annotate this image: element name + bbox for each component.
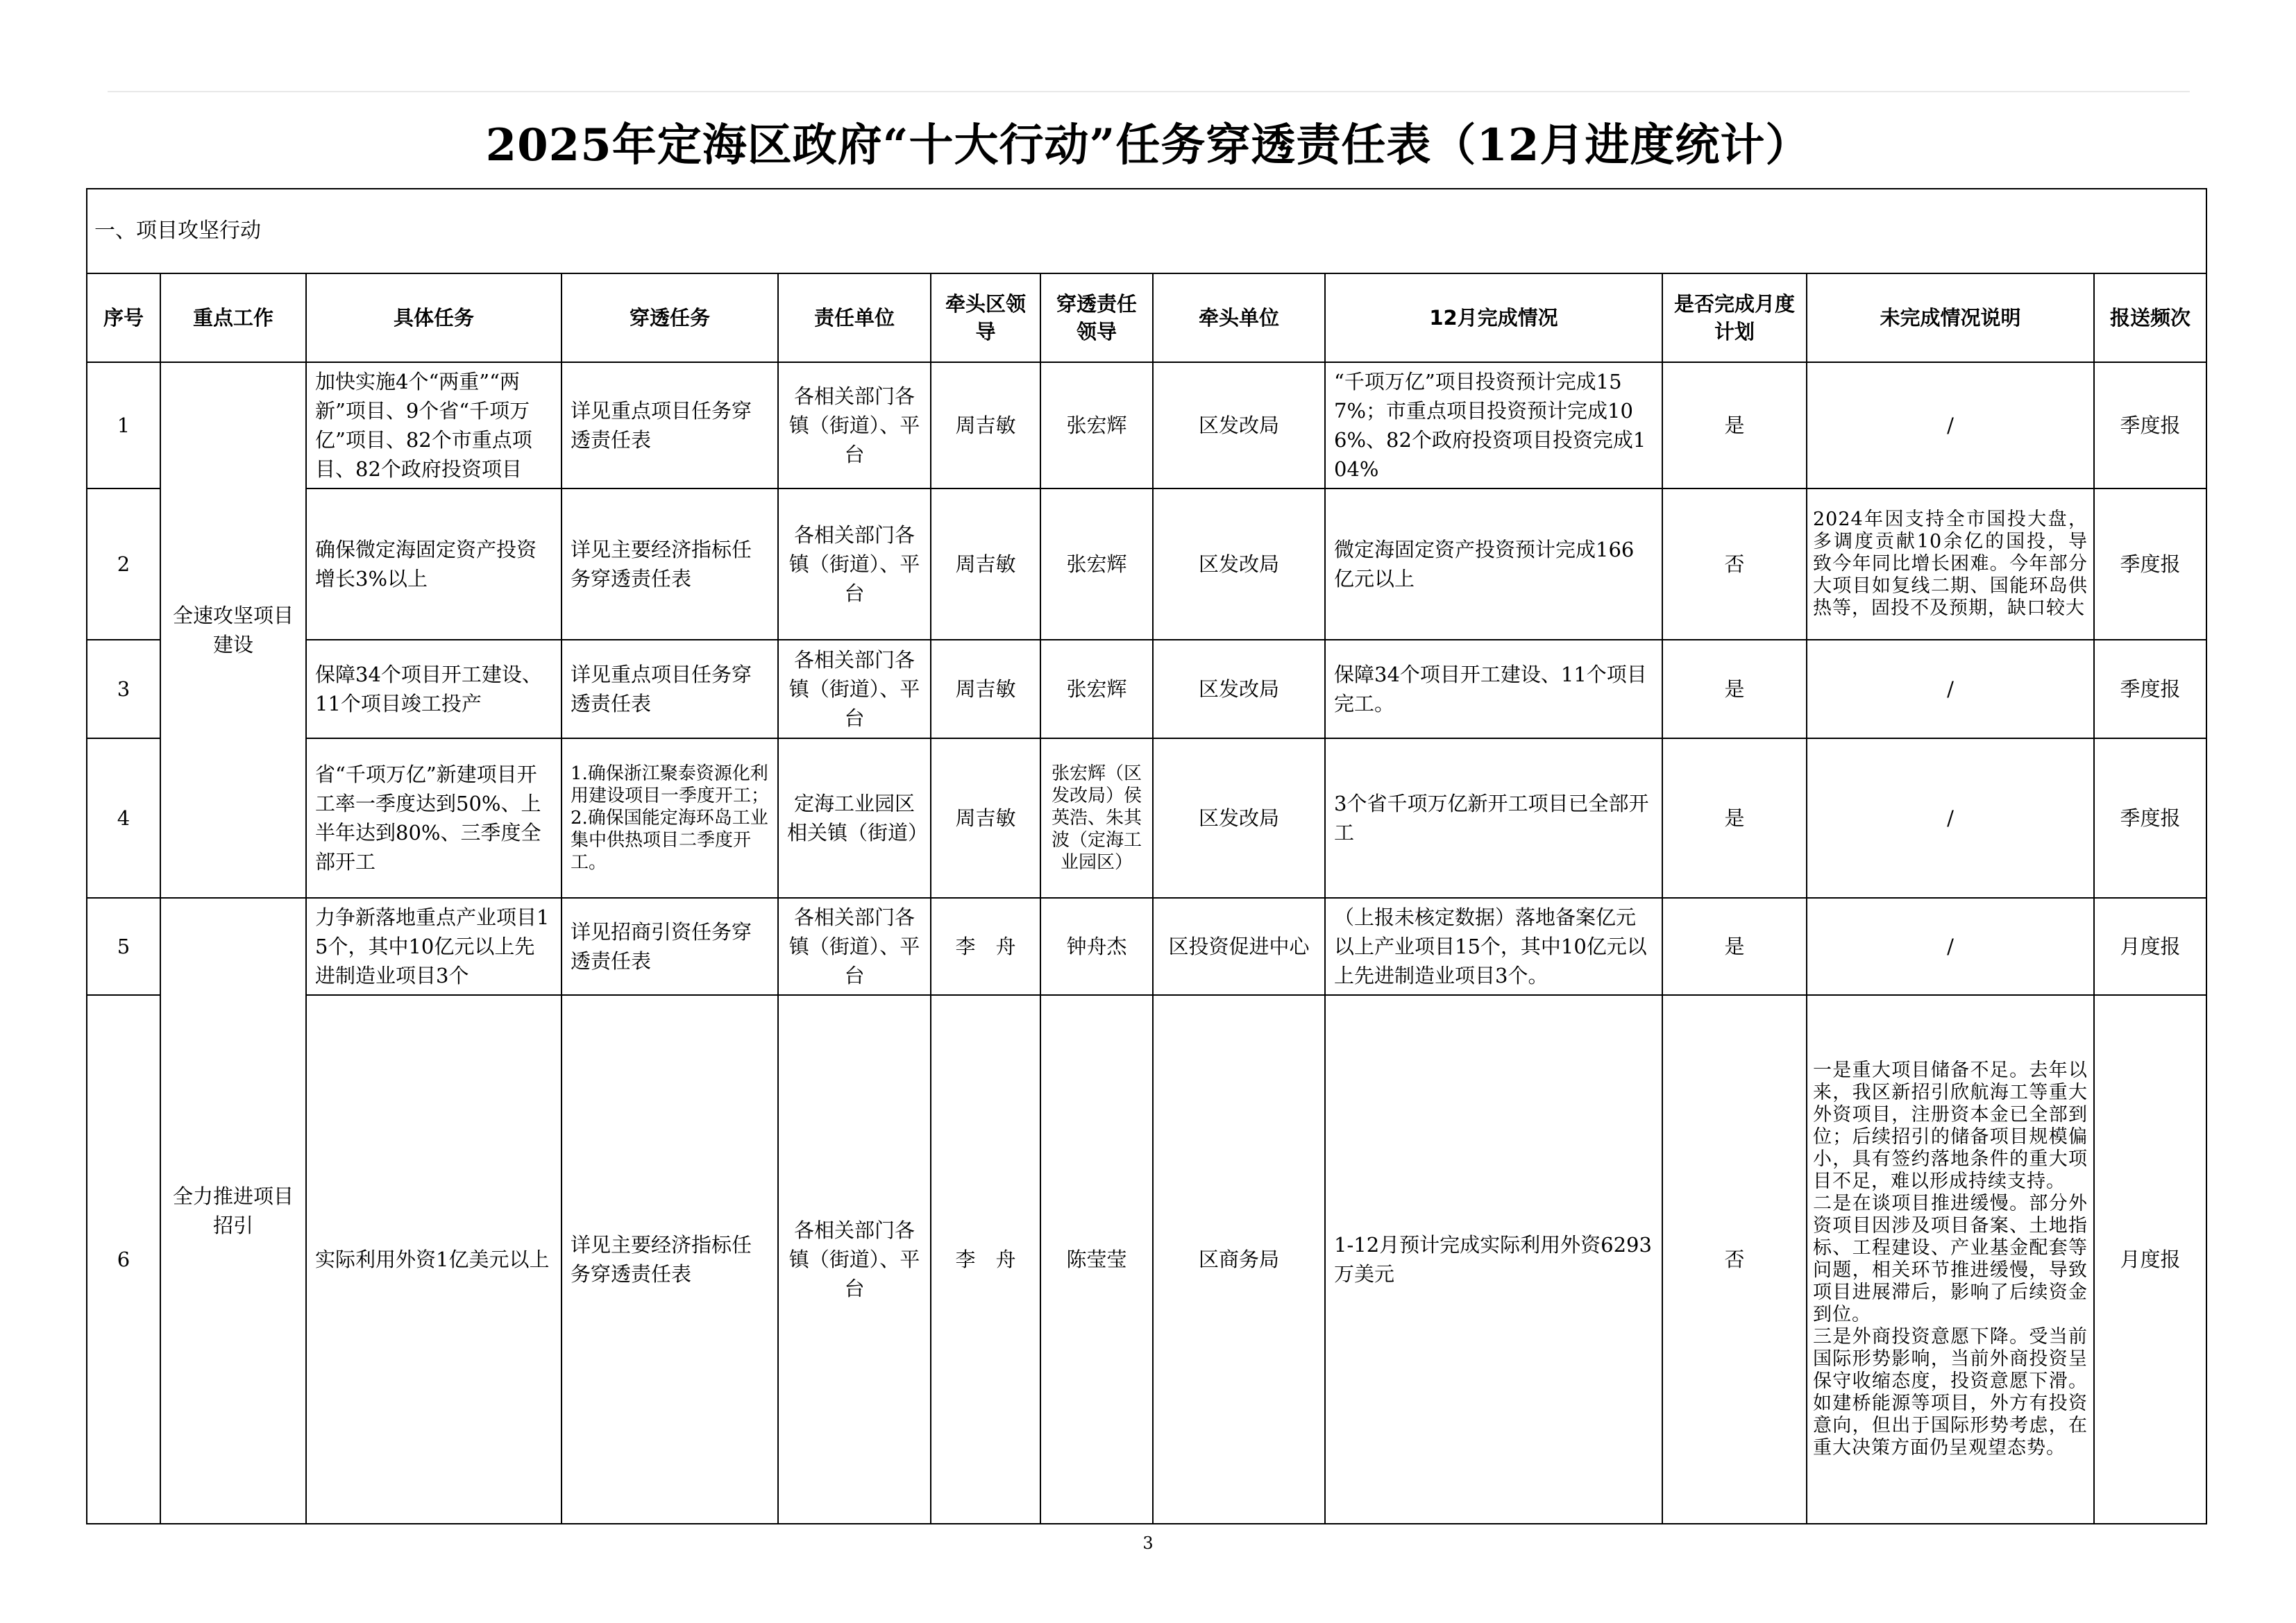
row-lead-unit: 区投资促进中心 [1153, 898, 1325, 995]
row-freq: 季度报 [2094, 488, 2206, 640]
header-explain: 未完成情况说明 [1807, 273, 2094, 362]
row-pen-leader: 陈莹莹 [1040, 995, 1153, 1524]
row-freq: 季度报 [2094, 362, 2206, 488]
row-freq: 季度报 [2094, 640, 2206, 738]
row-task: 力争新落地重点产业项目15个，其中10亿元以上先进制造业项目3个 [306, 898, 562, 995]
row-lead-unit: 区发改局 [1153, 738, 1325, 898]
row-met: 是 [1662, 898, 1807, 995]
table-row [87, 640, 2206, 738]
table-row [87, 488, 2206, 640]
header-row [87, 273, 2206, 362]
row-met: 是 [1662, 362, 1807, 488]
header-dec-status: 12月完成情况 [1325, 273, 1662, 362]
row-lead-leader: 周吉敏 [931, 362, 1040, 488]
row-freq: 月度报 [2094, 995, 2206, 1524]
row-met: 否 [1662, 488, 1807, 640]
row-lead-unit: 区商务局 [1153, 995, 1325, 1524]
row-penetration: 1.确保浙江聚泰资源化利用建设项目一季度开工； 2.确保国能定海环岛工业集中供热项目二季度开工。 [562, 738, 778, 898]
row-task: 保障34个项目开工建设、11个项目竣工投产 [306, 640, 562, 738]
page-number: 3 [1142, 1533, 1154, 1553]
row-explain: / [1807, 362, 2094, 488]
row-freq: 季度报 [2094, 738, 2206, 898]
header-met: 是否完成月度计划 [1662, 273, 1807, 362]
row-unit: 定海工业园区相关镇（街道） [778, 738, 931, 898]
row-penetration: 详见重点项目任务穿透责任表 [562, 362, 778, 488]
row-status: 1-12月预计完成实际利用外资6293万美元 [1325, 995, 1662, 1524]
row-explain: / [1807, 898, 2094, 995]
row-penetration: 详见主要经济指标任务穿透责任表 [562, 995, 778, 1524]
row-lead-unit: 区发改局 [1153, 640, 1325, 738]
row-status: “千项万亿”项目投资预计完成157%；市重点项目投资预计完成106%、82个政府投资项目投资完成104% [1325, 362, 1662, 488]
row-seq: 3 [87, 640, 160, 738]
row-status: 微定海固定资产投资预计完成166亿元以上 [1325, 488, 1662, 640]
row-pen-leader: 张宏辉 [1040, 640, 1153, 738]
row-met: 是 [1662, 640, 1807, 738]
table-row [87, 898, 2206, 995]
header-unit: 责任单位 [778, 273, 931, 362]
row-seq: 5 [87, 898, 160, 995]
row-unit: 各相关部门各镇（街道）、平台 [778, 898, 931, 995]
row-status: （上报未核定数据）落地备案亿元以上产业项目15个，其中10亿元以上先进制造业项目3个。 [1325, 898, 1662, 995]
row-met: 否 [1662, 995, 1807, 1524]
row-penetration: 详见重点项目任务穿透责任表 [562, 640, 778, 738]
row-met: 是 [1662, 738, 1807, 898]
row-status: 保障34个项目开工建设、11个项目完工。 [1325, 640, 1662, 738]
header-lead-leader: 牵头区领导 [931, 273, 1040, 362]
row-pen-leader: 张宏辉 [1040, 362, 1153, 488]
row-unit: 各相关部门各镇（街道）、平台 [778, 488, 931, 640]
table-row [87, 995, 2206, 1524]
header-pen-leader: 穿透责任领导 [1040, 273, 1153, 362]
row-unit: 各相关部门各镇（街道）、平台 [778, 362, 931, 488]
row-seq: 4 [87, 738, 160, 898]
row-lead-unit: 区发改局 [1153, 362, 1325, 488]
row-pen-leader: 钟舟杰 [1040, 898, 1153, 995]
row-pen-leader: 张宏辉（区发改局）侯英浩、朱其波（定海工业园区） [1040, 738, 1153, 898]
row-status: 3个省千项万亿新开工项目已全部开工 [1325, 738, 1662, 898]
row-lead-unit: 区发改局 [1153, 488, 1325, 640]
row-task: 加快实施4个“两重”“两新”项目、9个省“千项万亿”项目、82个市重点项目、82个政府投资项目 [306, 362, 562, 488]
row-explain: / [1807, 640, 2094, 738]
row-lead-leader: 周吉敏 [931, 640, 1040, 738]
section-title: 一、项目攻坚行动 [87, 189, 2206, 273]
section-row [87, 189, 2206, 273]
row-task: 确保微定海固定资产投资增长3%以上 [306, 488, 562, 640]
row-lead-leader: 李 舟 [931, 898, 1040, 995]
header-penetration: 穿透任务 [562, 273, 778, 362]
header-task: 具体任务 [306, 273, 562, 362]
header-rule [108, 91, 2190, 92]
row-unit: 各相关部门各镇（街道）、平台 [778, 640, 931, 738]
group-name: 全力推进项目招引 [160, 898, 306, 1524]
row-lead-leader: 李 舟 [931, 995, 1040, 1524]
header-freq: 报送频次 [2094, 273, 2206, 362]
page-title: 2025年定海区政府“十大行动”任务穿透责任表（12月进度统计） [485, 119, 1811, 171]
row-seq: 1 [87, 362, 160, 488]
row-pen-leader: 张宏辉 [1040, 488, 1153, 640]
row-explain: / [1807, 738, 2094, 898]
row-lead-leader: 周吉敏 [931, 488, 1040, 640]
row-freq: 月度报 [2094, 898, 2206, 995]
row-unit: 各相关部门各镇（街道）、平台 [778, 995, 931, 1524]
group-name: 全速攻坚项目建设 [160, 362, 306, 898]
table-row [87, 738, 2206, 898]
row-lead-leader: 周吉敏 [931, 738, 1040, 898]
row-explain: 一是重大项目储备不足。去年以来，我区新招引欣航海工等重大外资项目，注册资本金已全部到位；后续招引的储备项目规模偏小，具有签约落地条件的重大项目不足，难以形成持续支持。 二是在谈项目推进缓慢。部分外资项目因涉及项目备案、土地指标、工程建设、产业基金配套等问题，相关环节推进缓慢，导致项目进展滞后，影响了后续资金到位。 三是外商投资意愿下降。受当前国际形势影响，当前外商投资呈保守收缩态度，投资意愿下滑。如建桥能源等项目，外方有投资意向，但出于国际形势考虑，在重大决策方面仍呈观望态势。 [1807, 995, 2094, 1524]
row-explain: 2024年因支持全市国投大盘，多调度贡献10余亿的国投，导致今年同比增长困难。今年部分大项目如复线二期、国能环岛供热等，固投不及预期，缺口较大 [1807, 488, 2094, 640]
responsibility-table [86, 188, 2207, 1524]
table-row [87, 362, 2206, 488]
row-penetration: 详见主要经济指标任务穿透责任表 [562, 488, 778, 640]
row-task: 省“千项万亿”新建项目开工率一季度达到50%、上半年达到80%、三季度全部开工 [306, 738, 562, 898]
header-key-work: 重点工作 [160, 273, 306, 362]
row-seq: 2 [87, 488, 160, 640]
row-penetration: 详见招商引资任务穿透责任表 [562, 898, 778, 995]
row-task: 实际利用外资1亿美元以上 [306, 995, 562, 1524]
row-seq: 6 [87, 995, 160, 1524]
header-lead-unit: 牵头单位 [1153, 273, 1325, 362]
header-seq: 序号 [87, 273, 160, 362]
